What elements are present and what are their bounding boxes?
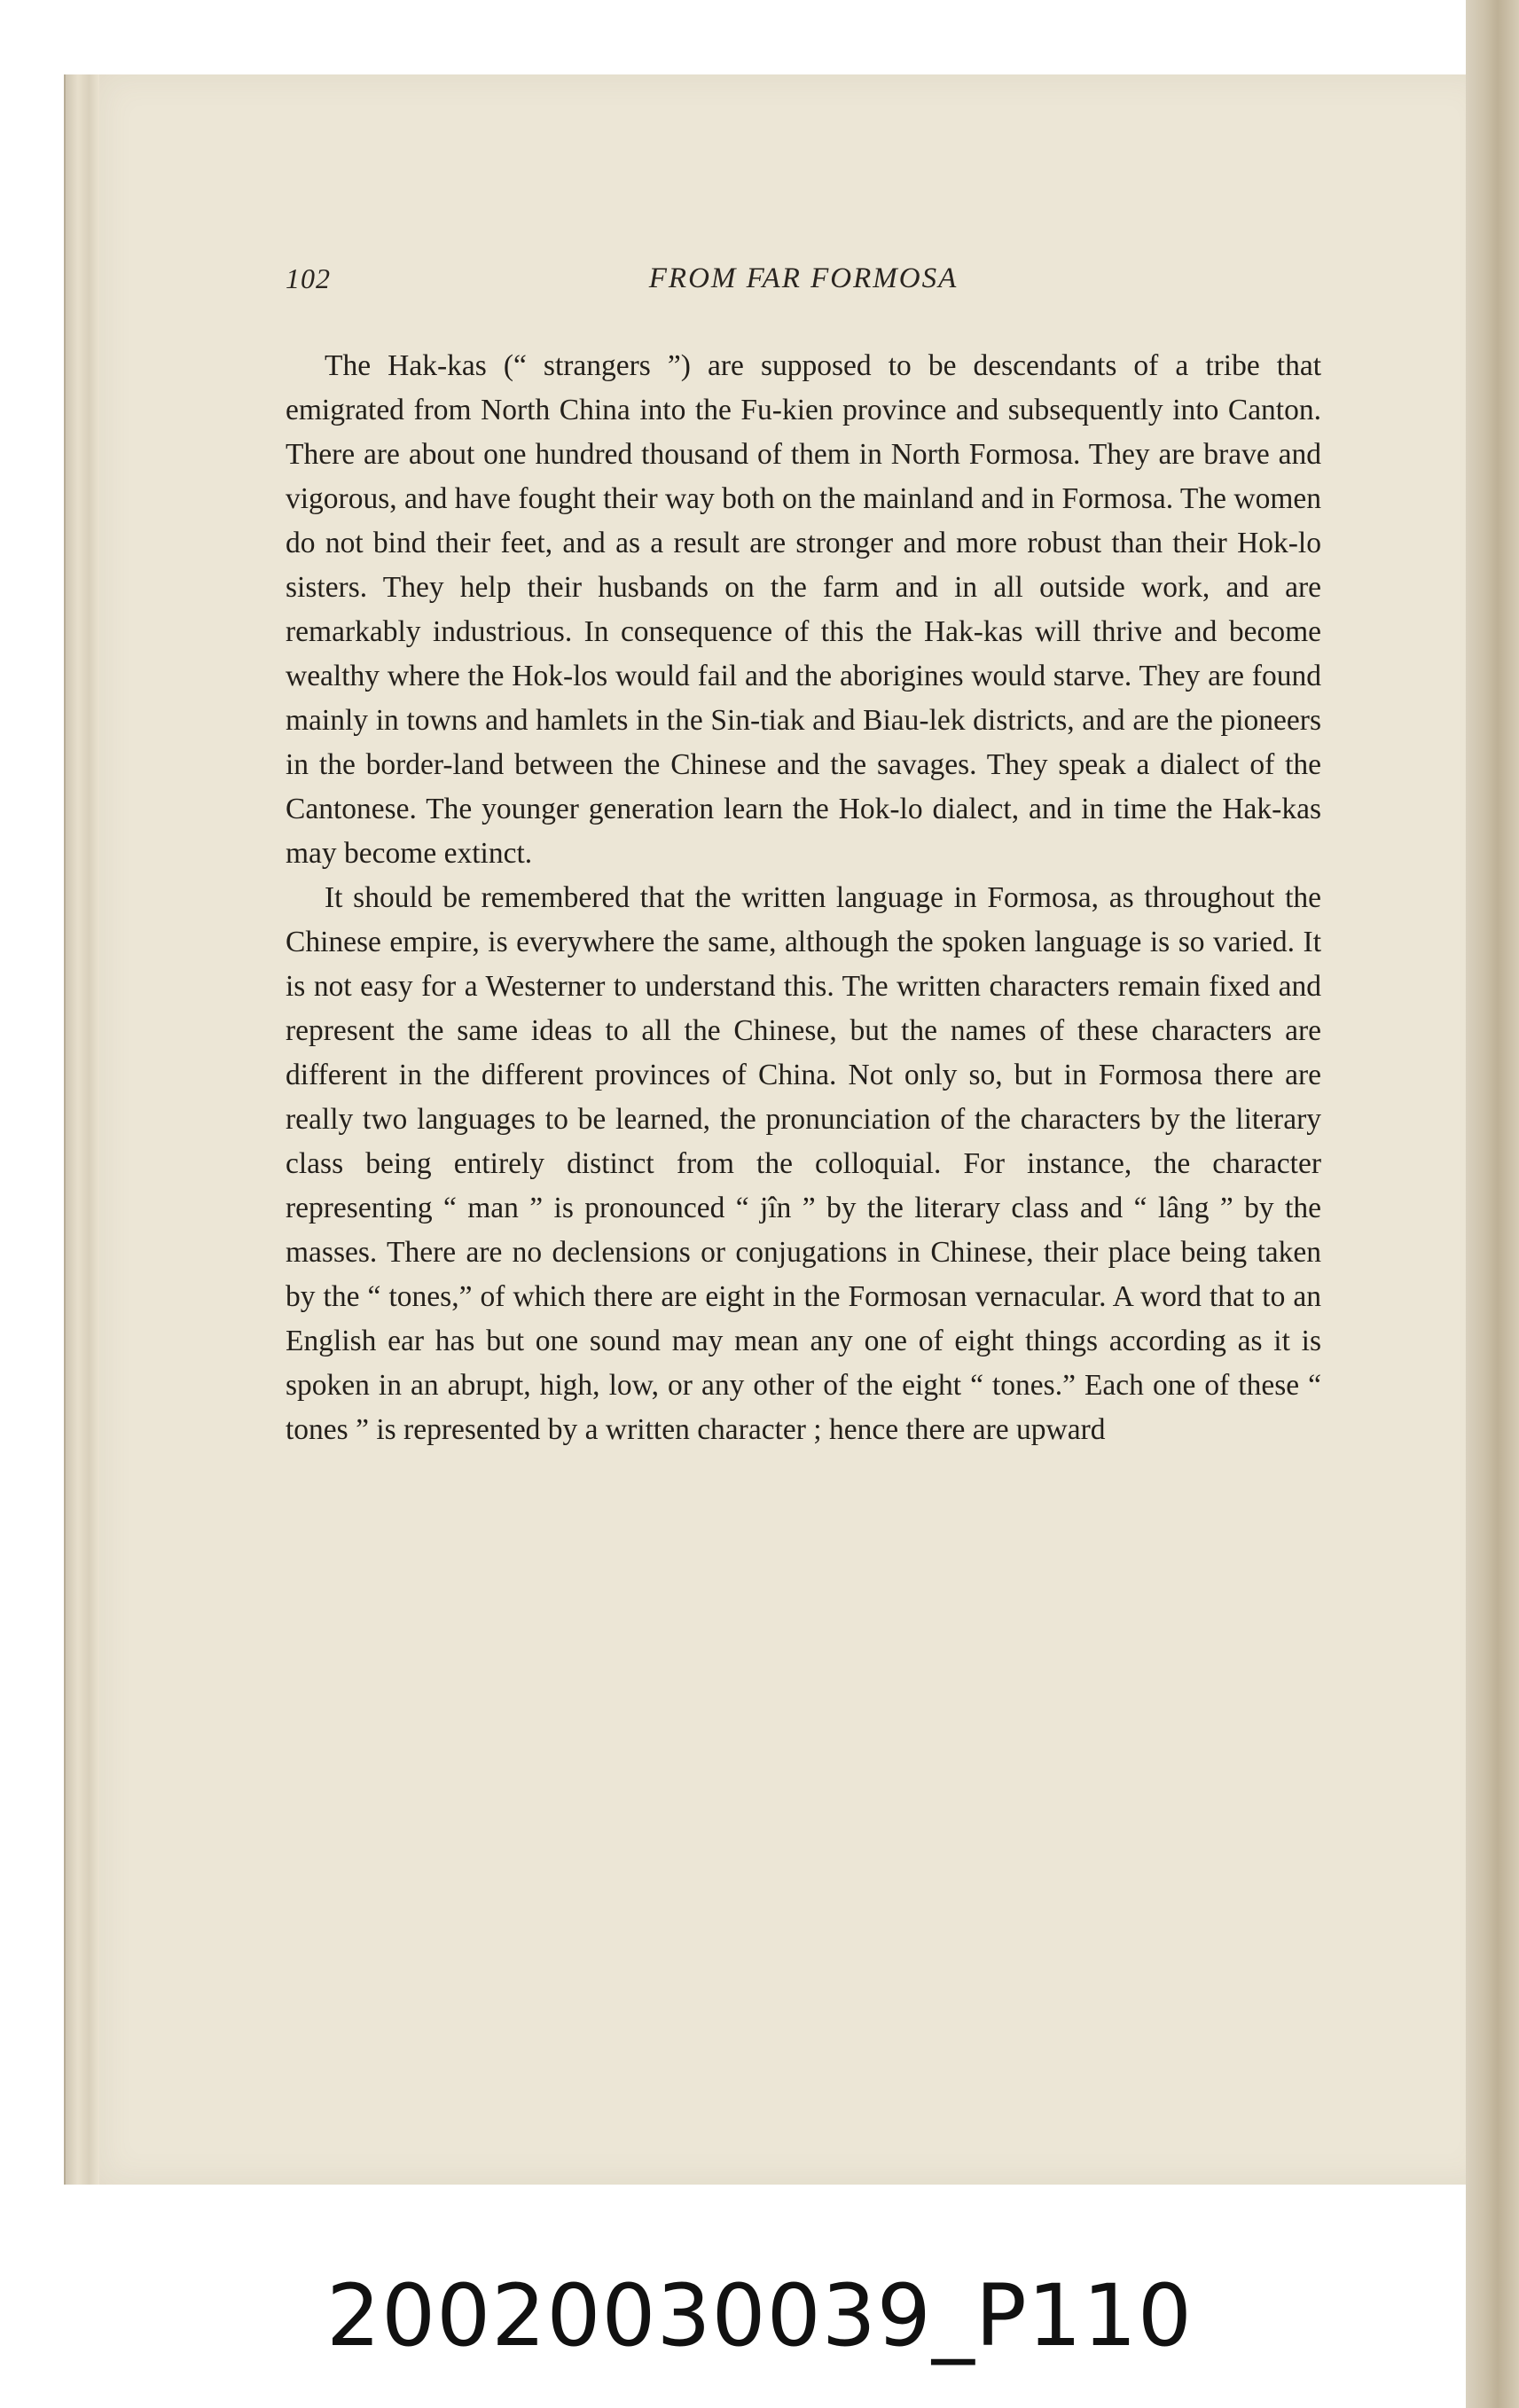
running-head: FROM FAR FORMOSA: [648, 262, 959, 294]
page-number: 102: [286, 262, 331, 294]
body-text: [286, 344, 1321, 1452]
paragraph-hak-kas: The Hak-kas (“ strangers ”) are supposed to be descendants of a tribe that emigrated from North China into the Fu-kien province and subsequently into Canton. There are about one hundred thousand of them in North Formosa. They are brave and vigorous, and have fought their way both on the mainland and in Formosa. The women do not bind their feet, and as a result are stronger and more robust than their Hok-lo sisters. They help their husbands on the farm and in all outside work, and are remarkably industrious. In consequence of this the Hak-kas will thrive and become wealthy where the Hok-los would fail and the aborigines would starve. They are found mainly in towns and hamlets in the Sin-tiak and Biau-lek districts, and are the pioneers in the border-land between the Chinese and the savages. They speak a dialect of the Cantonese. The younger generation learn the Hok-lo dialect, and in time the Hak-kas may become extinct.: [286, 349, 1321, 870]
paragraph-written-language: It should be remembered that the written language in Formosa, as throughout the Chinese empire, is everywhere the same, although the spoken language is so varied. It is not easy for a Westerner to understand this. The written characters remain fixed and represent the same ideas to all the Chinese, but the names of these characters are different in the different provinces of China. Not only so, but in Formosa there are really two languages to be learned, the pronunciation of the characters by the literary class being entirely distinct from the colloquial. For instance, the character representing “ man ” is pronounced “ jîn ” by the literary class and “ lâng ” by the masses. There are no declensions or conjugations in Chinese, their place being taken by the “ tones,” of which there are eight in the Formosan vernacular. A word that to an English ear has but one sound may mean any one of eight things according as it is spoken in an abrupt, high, low, or any other of the eight “ tones.” Each one of these “ tones ” is represented by a written character ; hence there are upward: [286, 881, 1321, 1446]
page-header: [286, 262, 1321, 305]
catalog-id: 20020030039_P110: [326, 2266, 1193, 2365]
facing-page-edge: [1466, 0, 1519, 2408]
